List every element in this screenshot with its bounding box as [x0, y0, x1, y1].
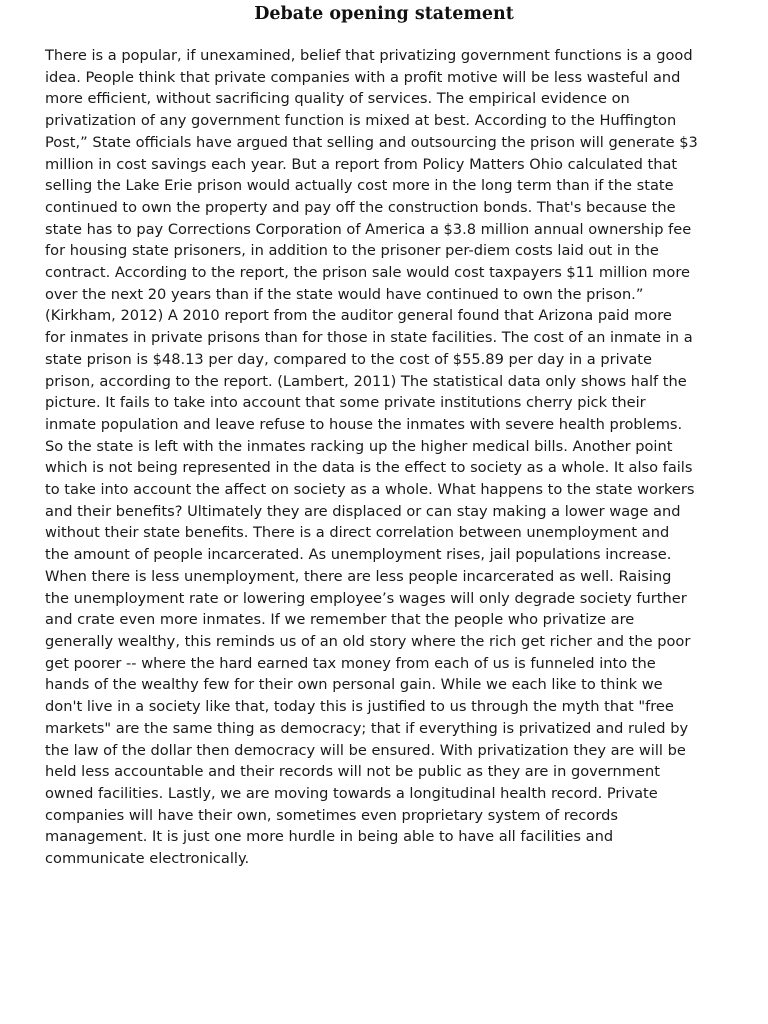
document-body-paragraph: There is a popular, if unexamined, belief that privatizing government functions is a good idea. People think that private companies with a profit motive will be less wasteful and more efficient, without sacrificing quality of services. The empirical evidence on privatization of any government function is mixed at best. According to the Huffington Post,” State officials have argued that selling and outsourcing the prison will generate $3 million in cost savings each year. But a report from Policy Matters Ohio calculated that selling the Lake Erie prison would actually cost more in the long term than if the state continued to own the property and pay off the construction bonds. That's because the state has to pay Corrections Corporation of America a $3.8 million annual ownership fee for housing state prisoners, in addition to the prisoner per-diem costs laid out in the contract. According to the report, the prison sale would cost taxpayers $11 million more over the next 20 years than if the state would have continued to own the prison.” (Kirkham, 2012) A 2010 report from the auditor general found that Arizona paid more for inmates in private prisons than for those in state facilities. The cost of an inmate in a state prison is $48.13 per day, compared to the cost of $55.89 per day in a private prison, according to the report. (Lambert, 2011) The statistical data only shows half the picture. It fails to take into account that some private institutions cherry pick their inmate population and leave refuse to house the inmates with severe health problems. So the state is left with the inmates racking up the higher medical bills. Another point which is not being represented in the data is the effect to society as a whole. It also fails to take into account the affect on society as a whole. What happens to the state workers and their benefits? Ultimately they are displaced or can stay making a lower wage and without their state benefits. There is a direct correlation between unemployment and the amount of people incarcerated. As unemployment rises, jail populations increase. When there is less unemployment, there are less people incarcerated as well. Raising the unemployment rate or lowering employee’s wages will only degrade society further and crate even more inmates. If we remember that the people who privatize are generally wealthy, this reminds us of an old story where the rich get richer and the poor get poorer -- where the hard earned tax money from each of us is funneled into the hands of the wealthy few for their own personal gain. While we each like to think we don't live in a society like that, today this is justified to us through the myth that "free markets" are the same thing as democracy; that if everything is privatized and ruled by the law of the dollar then democracy will be ensured. With privatization they are will be held less accountable and their records will not be public as they are in government owned facilities. Lastly, we are moving towards a longitudinal health record. Private companies will have their own, sometimes even proprietary system of records management. It is just one more hurdle in being able to have all facilities and communicate electronically. [45, 47, 698, 868]
document-title: Debate opening statement [254, 4, 514, 24]
